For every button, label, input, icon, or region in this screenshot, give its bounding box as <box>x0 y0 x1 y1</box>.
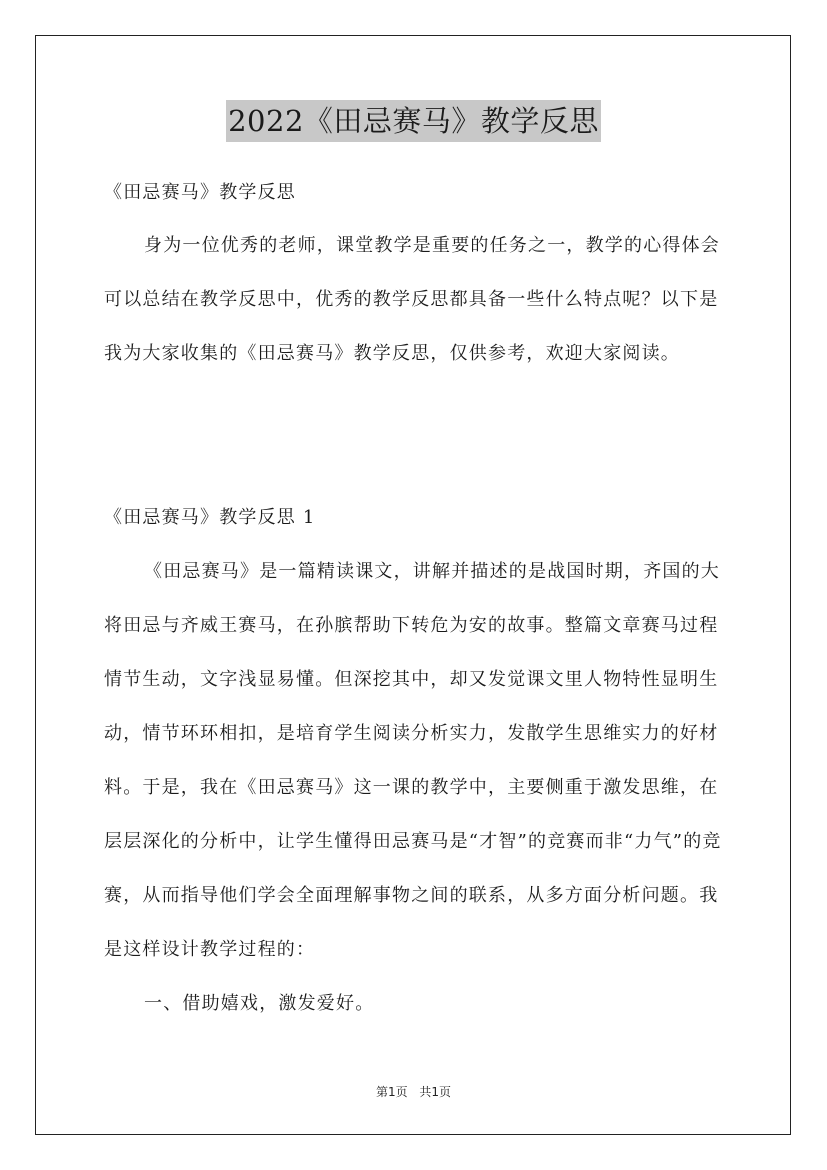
document-subtitle: 《田忌赛马》教学反思 <box>104 182 296 203</box>
intro-paragraph: 身为一位优秀的老师，课堂教学是重要的任务之一，教学的心得体会可以总结在教学反思中，优秀的教学反思都具备一些什么特点呢？以下是我为大家收集的《田忌赛马》教学反思，仅供参考，欢迎大家阅读。 <box>104 235 720 364</box>
title-container <box>0 100 827 142</box>
section-1-paragraph: 《田忌赛马》是一篇精读课文，讲解并描述的是战国时期，齐国的大将田忌与齐威王赛马，在孙膑帮助下转危为安的故事。整篇文章赛马过程情节生动，文字浅显易懂。但深挖其中，却又发觉课文里人物特性显明生动，情节环环相扣，是培育学生阅读分析实力，发散学生思维实力的好材料。于是，我在《田忌赛马》这一课的教学中，主要侧重于激发思维，在层层深化的分析中，让学生懂得田忌赛马是“才智”的竞赛而非“力气”的竞赛，从而指导他们学会全面理解事物之间的联系，从多方面分析问题。我是这样设计教学过程的： <box>104 561 722 960</box>
page-number-current: 第1页 <box>375 1085 408 1099</box>
section-1-point-1: 一、借助嬉戏，激发爱好。 <box>144 993 375 1014</box>
page-number-total: 共1页 <box>419 1085 452 1099</box>
page-footer <box>0 1083 827 1100</box>
section-heading-1: 《田忌赛马》教学反思 1 <box>104 507 316 528</box>
document-title: 2022《田忌赛马》教学反思 <box>226 100 601 142</box>
